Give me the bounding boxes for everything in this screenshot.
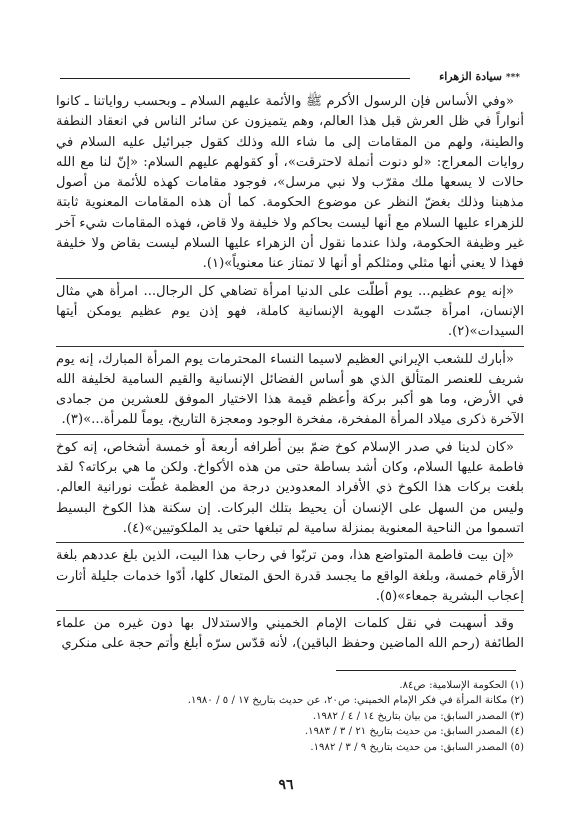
paragraph-5: «إن بيت فاطمة المتواضع هذا، ومن تربّوا في رحاب هذا البيت، الذين بلغ عددهم بلغة الأرقام خمسة، وبلغة الواقع ما يجسد قدرة الحق المتعال كلها، أدّوا خدمات جليلة أثارت إعجاب البشرية جمعاء»(٥). (56, 548, 524, 604)
paragraph-divider (56, 344, 524, 347)
paragraph-2: «إنه يوم عظيم... يوم أطلّت على الدنيا امرأة تضاهي كل الرجال... امرأة هي مثال الإنسان، امرأة جسّدت الهوية الإنسانية كاملة، فهو إذن يوم عظيم يومكن أيتها السيدات»(٢). (56, 283, 524, 340)
header-rule (60, 78, 410, 79)
running-header (60, 70, 520, 90)
footnotes (56, 678, 524, 755)
footnote-4: (٤) المصدر السابق: من حديث بتاريخ ٢١ / ٣ / ١٩٨٣. (304, 726, 524, 738)
paragraph-divider (56, 432, 524, 435)
paragraph-divider (56, 540, 524, 543)
main-text (56, 92, 524, 655)
footnote-3: (٣) المصدر السابق: من بيان بتاريخ ١٤ / ٤ / ١٩٨٢. (312, 710, 524, 722)
paragraph-divider (56, 608, 524, 611)
header-title-text: سيادة الزهراء (439, 70, 503, 83)
footnote-1: (١) الحكومة الإسلامية: ص٨٤. (399, 680, 524, 691)
paragraph-3: «أبارك للشعب الإيراني العظيم لاسيما النساء المحترمات يوم المرأة المبارك، إنه يوم شريف للعنصر المتألق الذي هو أساس الفضائل الإنسانية والقيم السامية لخليفة الله في الأرض، وما هو أكبر بركة وأعظم قيمة هذا الاختيار الموفق للعشرين من جمادى الآخرة ذكرى ميلاد المرأة المفخرة، مفخرة الوجود ومعجزة التاريخ، يوماً للمرأة...»(٣). (56, 351, 524, 428)
paragraph-1: «وفي الأساس فإن الرسول الأكرم ﷺ والأئمة عليهم السلام ـ وبحسب رواياتنا ـ كانوا أنواراً في ظل العرش قبل هذا العالم، وهم يتميزون عن سائر الناس في انعقاد النطفة والطينة، ولهم من المقامات إلى ما شاء الله وذلك كقول جبرائيل عليه السلام في روايات المعراج: «لو دنوت أنملة لاحترقت»، أو كقولهم عليهم السلام: «إنّ لنا مع الله حالات لا يسعها ملك مقرّب ولا نبي مرسل»، فوجود مقامات كهذه للأئمة من أصول مذهبنا وذلك بغضّ النظر عن موضوع الحكومة. كما أن هذه المقامات المعنوية ثابتة للزهراء عليها السلام مع أنها ليست بحاكم ولا خليفة ولا قاض، فهذه المقامات شيء آخر غير وظيفة الحكومة، ولذا عندما نقول أن الزهراء عليها السلام ليست بقاض ولا خليفة فهذا لا يعني أنها مثلي ومثلكم أو أنها لا تمتاز عنا معنوياً»(١). (56, 94, 524, 272)
header-stars: *** (505, 73, 520, 83)
paragraph-4: «كان لدينا في صدر الإسلام كوخ ضمّ بين أطرافه أربعة أو خمسة أشخاص، إنه كوخ فاطمة عليها السلام، وكان أشد بساطة حتى من هذه الأكواخ. ولكن ما هي بركاته؟ لقد بلغت بركات هذا الكوخ ذي الأفراد المعدودين درجة من العظمة غطّت نورانية العالم. وليس من السهل على الإنسان أن يحيط بتلك البركات. إن سكنة هذا الكوخ البسيط اتسموا من الناحية المعنوية بمنزلة سامية لم تبلغها حتى يد الملكوتيين»(٤). (56, 439, 524, 536)
paragraph-divider (56, 276, 524, 279)
paragraph-6: وقد أسهبت في نقل كلمات الإمام الخميني والاستدلال بها دون غيره من علماء الطائفة (رحم الله الماضين وحفظ الباقين)، لأنه قدّس سرّه أبلغ وأتم حجة على منكري (56, 616, 524, 652)
footnote-2: (٢) مكانة المرأة في فكر الإمام الخميني: ص٢٠، عن حديث بتاريخ ١٧ / ٥ / ١٩٨٠. (187, 695, 524, 707)
header-title (439, 70, 520, 83)
footnote-rule (336, 670, 516, 671)
page-number: ٩٦ (278, 777, 294, 793)
footnote-5: (٥) المصدر السابق: من حديث بتاريخ ٩ / ٣ / ١٩٨٢. (310, 741, 524, 753)
